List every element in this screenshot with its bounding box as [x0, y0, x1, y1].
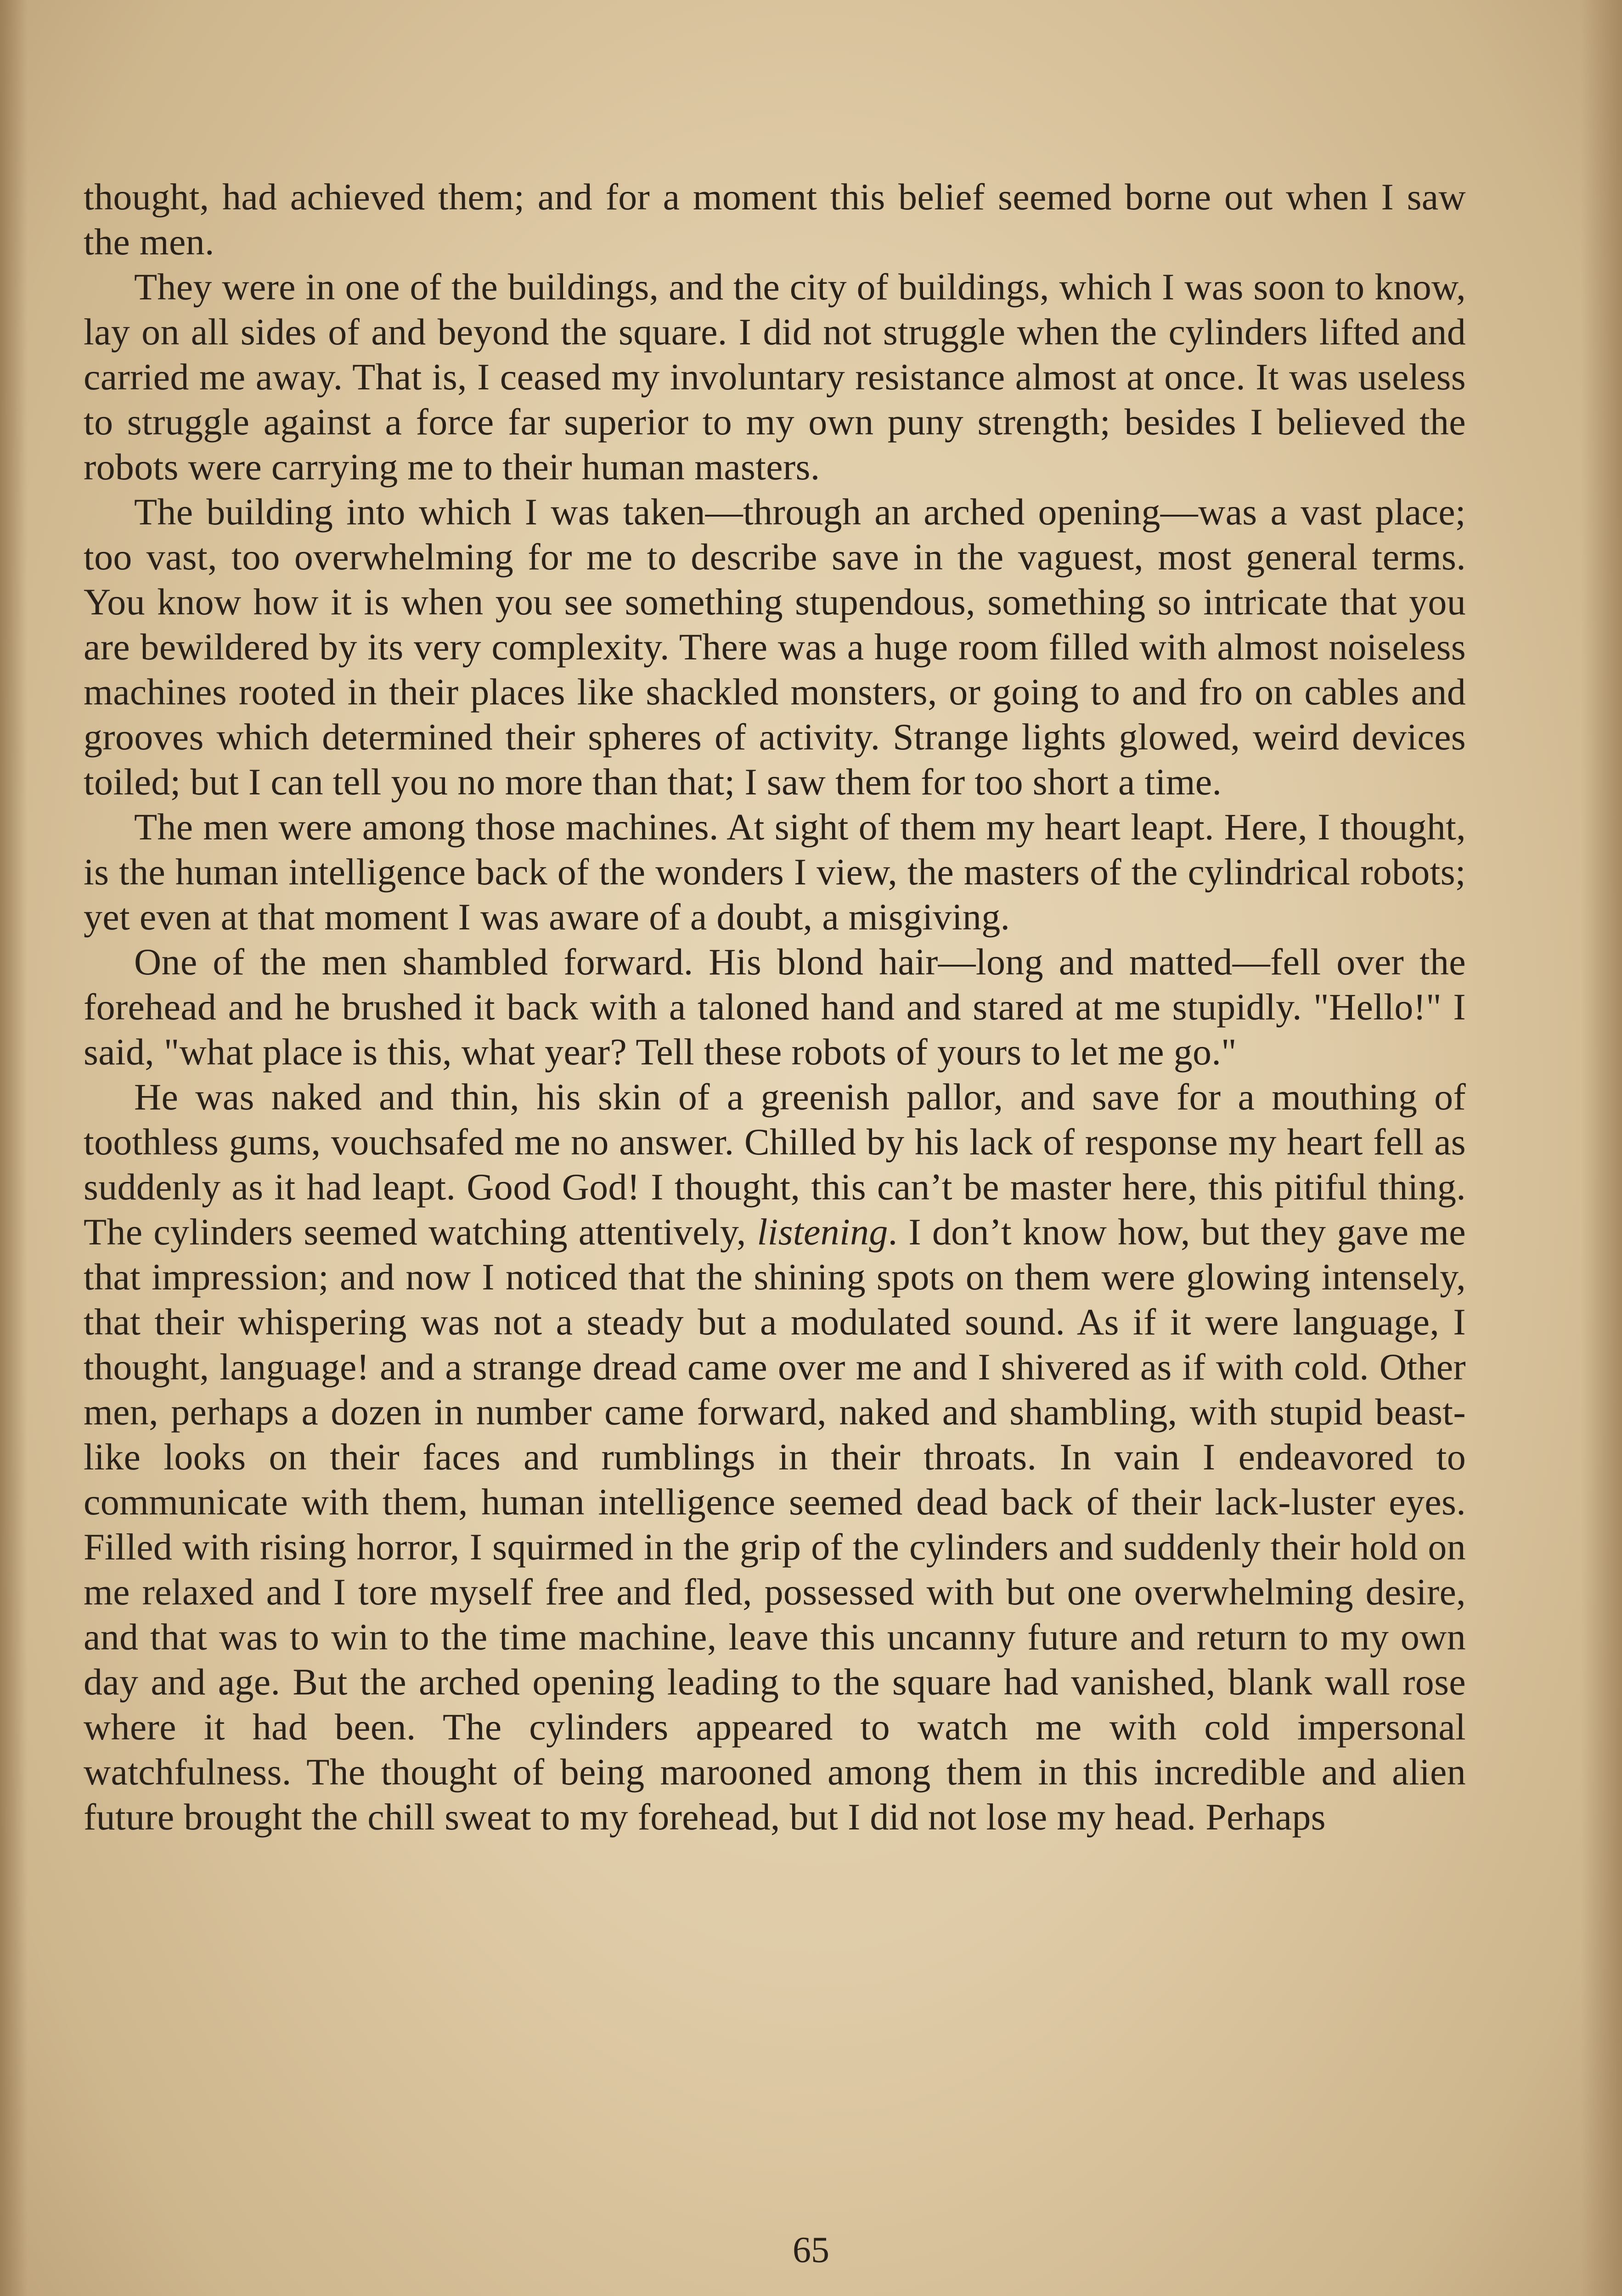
page-number: 65 [793, 2230, 829, 2270]
page-edge-shadow-right [1581, 0, 1622, 2296]
paragraph: The building into which I was taken—through an arched opening—was a vast place; too vast, too overwhelming for me to describe save in the vaguest, most general terms. You know how it is when you see something stupendous, something so intricate that you are bewildered by its very complexity. There was a huge room filled with almost noiseless machines rooted in their places like shackled monsters, or going to and fro on cables and grooves which determined their spheres of activity. Strange lights glowed, weird devices toiled; but I can tell you no more than that; I saw them for too short a time. [84, 491, 1466, 803]
paragraph: The men were among those machines. At sight of them my heart leapt. Here, I thought, is the human intelligence back of the wonders I view, the masters of the cylindrical robots; yet even at that moment I was aware of a doubt, a misgiving. [84, 806, 1466, 938]
paragraph-text: He was naked and thin, his skin of a greenish pallor, and save for a mouthing of toothless gums, vouchsafed me no answer. Chilled by his lack of response my heart fell as suddenly as it had leapt. Good God! I thought, this can’t be master here, this pitiful thing. The cylinders seemed watching attentively, [84, 1076, 1466, 1253]
page-edge-shadow-left [0, 0, 28, 2296]
body-text [84, 174, 1466, 1840]
paragraph-text: . I don’t know how, but they gave me that impression; and now I noticed that the shining spots on them were glowing intensely, that their whispering was not a steady but a modulated sound. As if it were language, I thought, language! and a strange dread came over me and I shivered as if with cold. Other men, perhaps a dozen in number came forward, naked and shambling, with stupid beast-like looks on their faces and rumblings in their throats. In vain I endeavored to communicate with them, human intelligence seemed dead back of their lack-luster eyes. Filled with rising horror, I squirmed in the grip of the cylinders and suddenly their hold on me relaxed and I tore myself free and fled, possessed with but one overwhelming desire, and that was to win to the time machine, leave this uncanny future and return to my own day and age. But the arched opening leading to the square had vanished, blank wall rose where it had been. The cylinders appeared to watch me with cold impersonal watchfulness. The thought of being marooned among them in this incredible and alien future brought the chill sweat to my forehead, but I did not lose my head. Perhaps [84, 1211, 1466, 1838]
paragraph: thought, had achieved them; and for a moment this belief seemed borne out when I saw the men. [84, 176, 1466, 263]
italic-word: listening [757, 1211, 888, 1253]
paragraph: One of the men shambled forward. His blond hair—long and matted—fell over the forehead and he brushed it back with a taloned hand and stared at me stupidly. "Hello!" I said, "what place is this, what year? Tell these robots of yours to let me go." [84, 941, 1466, 1073]
paragraph: They were in one of the buildings, and the city of buildings, which I was soon to know, lay on all sides of and beyond the square. I did not struggle when the cylinders lifted and carried me away. That is, I ceased my involuntary resistance almost at once. It was useless to struggle against a force far superior to my own puny strength; besides I believed the robots were carrying me to their human masters. [84, 266, 1466, 488]
paragraph [84, 1075, 1466, 1840]
